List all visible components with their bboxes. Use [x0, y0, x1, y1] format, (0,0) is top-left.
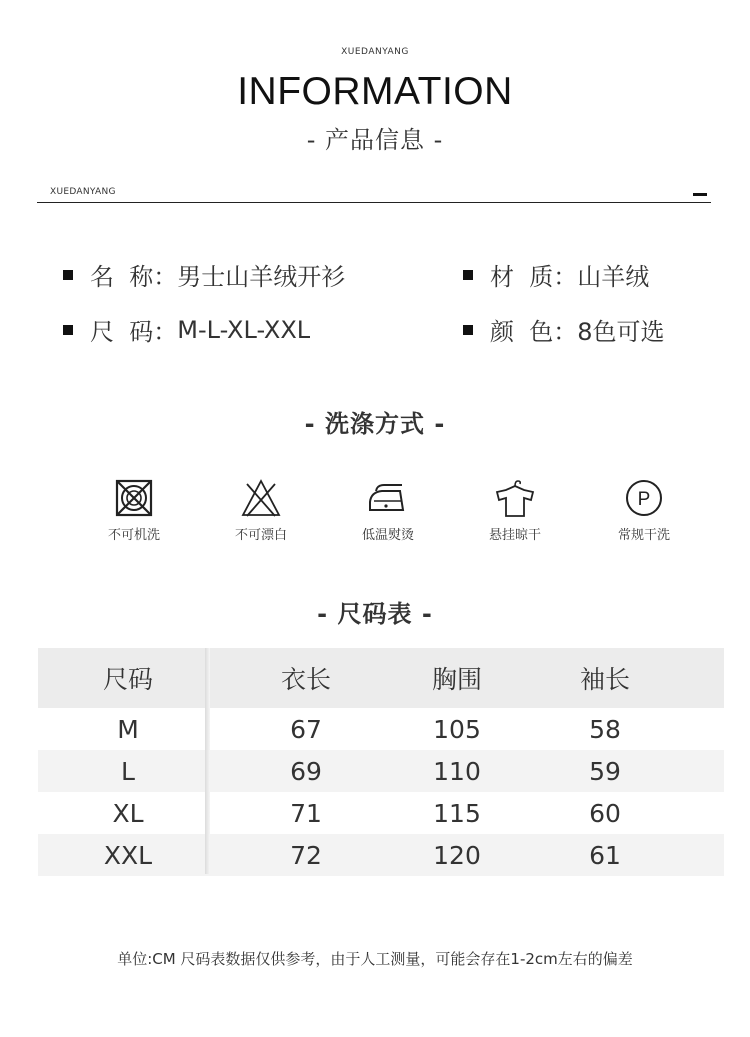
bar-brand-label: XUEDANYANG — [50, 187, 116, 197]
table-cell: 69 — [290, 756, 322, 786]
care-section-title: - 洗涤方式 - — [304, 410, 446, 438]
low-temp-iron-icon — [366, 478, 410, 518]
table-cell: 60 — [589, 798, 621, 828]
spec-size — [63, 312, 310, 347]
table-row — [38, 792, 724, 834]
care-label: 悬挂晾干 — [488, 528, 541, 543]
spec-color — [463, 312, 665, 347]
care-label: 低温熨烫 — [361, 528, 414, 543]
spec-label: 颜 色： — [490, 318, 578, 346]
table-cell: 72 — [290, 840, 322, 870]
page-title: INFORMATION — [237, 70, 513, 113]
dry-clean-symbol: P — [637, 489, 651, 510]
table-header-cell: 衣长 — [280, 665, 331, 694]
no-machine-wash-icon — [114, 478, 154, 518]
table-header-cell: 胸围 — [431, 665, 482, 694]
table-header-cell: 袖长 — [579, 665, 630, 694]
bullet-square-icon — [463, 325, 473, 335]
table-cell: L — [121, 756, 135, 786]
table-cell: 67 — [290, 714, 322, 744]
table-cell: 110 — [433, 756, 481, 786]
care-item-dry-clean — [594, 478, 694, 543]
spec-material — [463, 257, 649, 292]
care-item-no-bleach — [211, 478, 311, 543]
table-row — [38, 708, 724, 750]
care-label: 常规干洗 — [617, 528, 670, 543]
no-bleach-icon — [240, 478, 282, 518]
spec-label: 名 称： — [90, 263, 178, 291]
care-label: 不可漂白 — [234, 528, 287, 543]
table-cell: XL — [112, 798, 144, 828]
spec-value: 山羊绒 — [577, 263, 650, 291]
column-separator — [205, 648, 210, 874]
spec-value: M-L-XL-XXL — [177, 315, 311, 344]
divider-line — [37, 202, 711, 203]
size-section-title: - 尺码表 - — [317, 600, 433, 628]
table-cell: 71 — [290, 798, 322, 828]
bullet-square-icon — [63, 325, 73, 335]
table-cell: 59 — [589, 756, 621, 786]
bullet-square-icon — [463, 270, 473, 280]
care-item-hang-dry — [465, 478, 565, 543]
hang-dry-icon — [493, 478, 537, 518]
spec-label: 材 质： — [490, 263, 578, 291]
spec-value: 8色可选 — [577, 318, 665, 346]
spec-name — [63, 257, 345, 292]
size-note: 单位:CM 尺码表数据仅供参考，由于人工测量，可能会存在1-2cm左右的偏差 — [117, 950, 633, 968]
spec-value: 男士山羊绒开衫 — [177, 263, 346, 291]
dry-clean-icon — [623, 478, 665, 518]
table-cell: M — [117, 714, 139, 744]
care-label: 不可机洗 — [107, 528, 160, 543]
size-table — [38, 648, 724, 876]
table-header-cell: 尺码 — [102, 665, 153, 694]
table-cell: 58 — [589, 714, 621, 744]
page-subtitle: - 产品信息 - — [306, 126, 444, 154]
bullet-square-icon — [63, 270, 73, 280]
care-item-low-temp-iron — [338, 478, 438, 543]
care-item-no-machine-wash — [84, 478, 184, 543]
bar-dash-mark — [693, 193, 707, 196]
brand-name: XUEDANYANG — [341, 47, 409, 57]
table-header-row — [38, 648, 724, 708]
table-row — [38, 834, 724, 876]
table-row — [38, 750, 724, 792]
spec-label: 尺 码： — [90, 318, 178, 346]
table-cell: 61 — [589, 840, 621, 870]
table-cell: 105 — [433, 714, 481, 744]
table-cell: 115 — [433, 798, 481, 828]
table-cell: XXL — [103, 840, 153, 870]
table-cell: 120 — [433, 840, 481, 870]
